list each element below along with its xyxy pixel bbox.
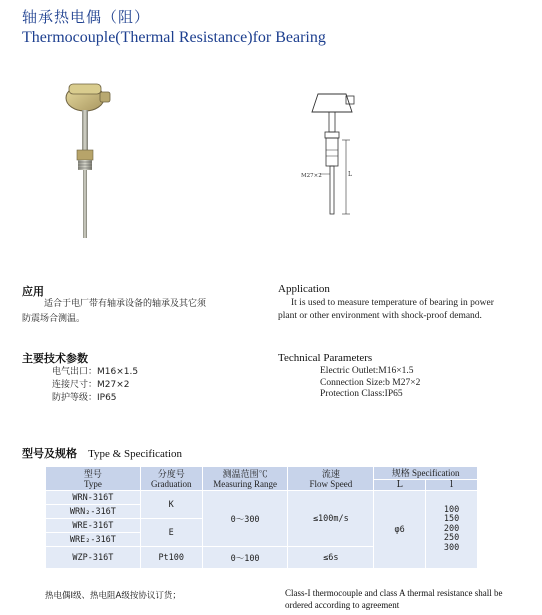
tech-heading-en: Technical Parameters bbox=[278, 352, 373, 364]
footer-note-cn: 热电偶I级、热电阻A级按协议订货； bbox=[45, 591, 181, 601]
row-type-wre2: WRE₂-316T bbox=[46, 533, 141, 547]
grad-k: K bbox=[140, 491, 202, 519]
col-specification-header: 规格 Specification bbox=[374, 467, 478, 480]
drawing-thread-label: M27×2 bbox=[301, 173, 322, 179]
tech-en-connection: Connection Size:b M27×2 bbox=[320, 377, 421, 388]
length-values: 100 150 200 250 300 bbox=[426, 491, 478, 569]
application-text-cn-1: 适合于电厂带有轴承设备的轴承及其它须 bbox=[44, 299, 207, 309]
grad-pt100: Pt100 bbox=[140, 547, 202, 569]
col-L-header: L bbox=[374, 480, 426, 491]
tech-cn-connection: 连接尺寸：M27×2 bbox=[52, 380, 130, 390]
tech-heading-cn: 主要技术参数 bbox=[22, 352, 88, 365]
row-type-wrn: WRN-316T bbox=[46, 491, 141, 505]
col-range-header: 测温范围℃ Measuring Range bbox=[202, 467, 288, 491]
tech-cn-protection: 防护等级：IP65 bbox=[52, 393, 117, 403]
spec-heading-en: Type & Specification bbox=[88, 448, 183, 460]
footer-note-en-1: Class-I thermocouple and class A thermal resistance shall be bbox=[285, 588, 503, 598]
application-text-cn-2: 防震场合测温。 bbox=[22, 314, 86, 324]
drawing-dim-label: L bbox=[348, 171, 352, 178]
footer-note-en-2: ordered according to agreement bbox=[285, 600, 400, 610]
application-heading-en: Application bbox=[278, 283, 330, 295]
spec-heading-cn: 型号及规格 bbox=[22, 447, 77, 460]
row-type-wzp: WZP-316T bbox=[46, 547, 141, 569]
technical-drawing bbox=[300, 80, 390, 230]
page-title-en: Thermocouple(Thermal Resistance)for Bearing bbox=[22, 29, 326, 46]
tech-cn-list bbox=[52, 366, 138, 405]
range-rtd: 0～100 bbox=[202, 547, 288, 569]
product-photo bbox=[55, 72, 145, 242]
tech-cn-outlet: 电气出口：M16×1.5 bbox=[52, 367, 139, 377]
application-text-en-1: It is used to measure temperature of bearing in power bbox=[291, 298, 494, 308]
footer-note-en bbox=[285, 587, 502, 611]
row-type-wrn2: WRN₂-316T bbox=[46, 505, 141, 519]
range-thermocouple: 0～300 bbox=[202, 491, 288, 547]
tech-en-outlet: Electric Outlet:M16×1.5 bbox=[320, 366, 414, 376]
diameter-value: φ6 bbox=[374, 491, 426, 569]
tech-en-list bbox=[320, 366, 420, 401]
flow-thermocouple: ≤100m/s bbox=[288, 491, 374, 547]
spec-table bbox=[45, 466, 478, 569]
grad-e: E bbox=[140, 519, 202, 547]
col-flow-header: 流速 Flow Speed bbox=[288, 467, 374, 491]
spec-heading bbox=[22, 442, 182, 461]
col-type-header: 型号 Type bbox=[46, 467, 141, 491]
application-heading-cn: 应用 bbox=[22, 285, 44, 298]
application-text-en-2: plant or other environment with shock-proof demand. bbox=[278, 311, 482, 321]
page-title-cn: 轴承热电偶（阻） bbox=[22, 8, 151, 26]
col-l-header: l bbox=[426, 480, 478, 491]
col-graduation-header: 分度号 Graduation bbox=[140, 467, 202, 491]
row-type-wre: WRE-316T bbox=[46, 519, 141, 533]
tech-en-protection: Protection Class:IP65 bbox=[320, 389, 403, 399]
flow-rtd: ≤6s bbox=[288, 547, 374, 569]
